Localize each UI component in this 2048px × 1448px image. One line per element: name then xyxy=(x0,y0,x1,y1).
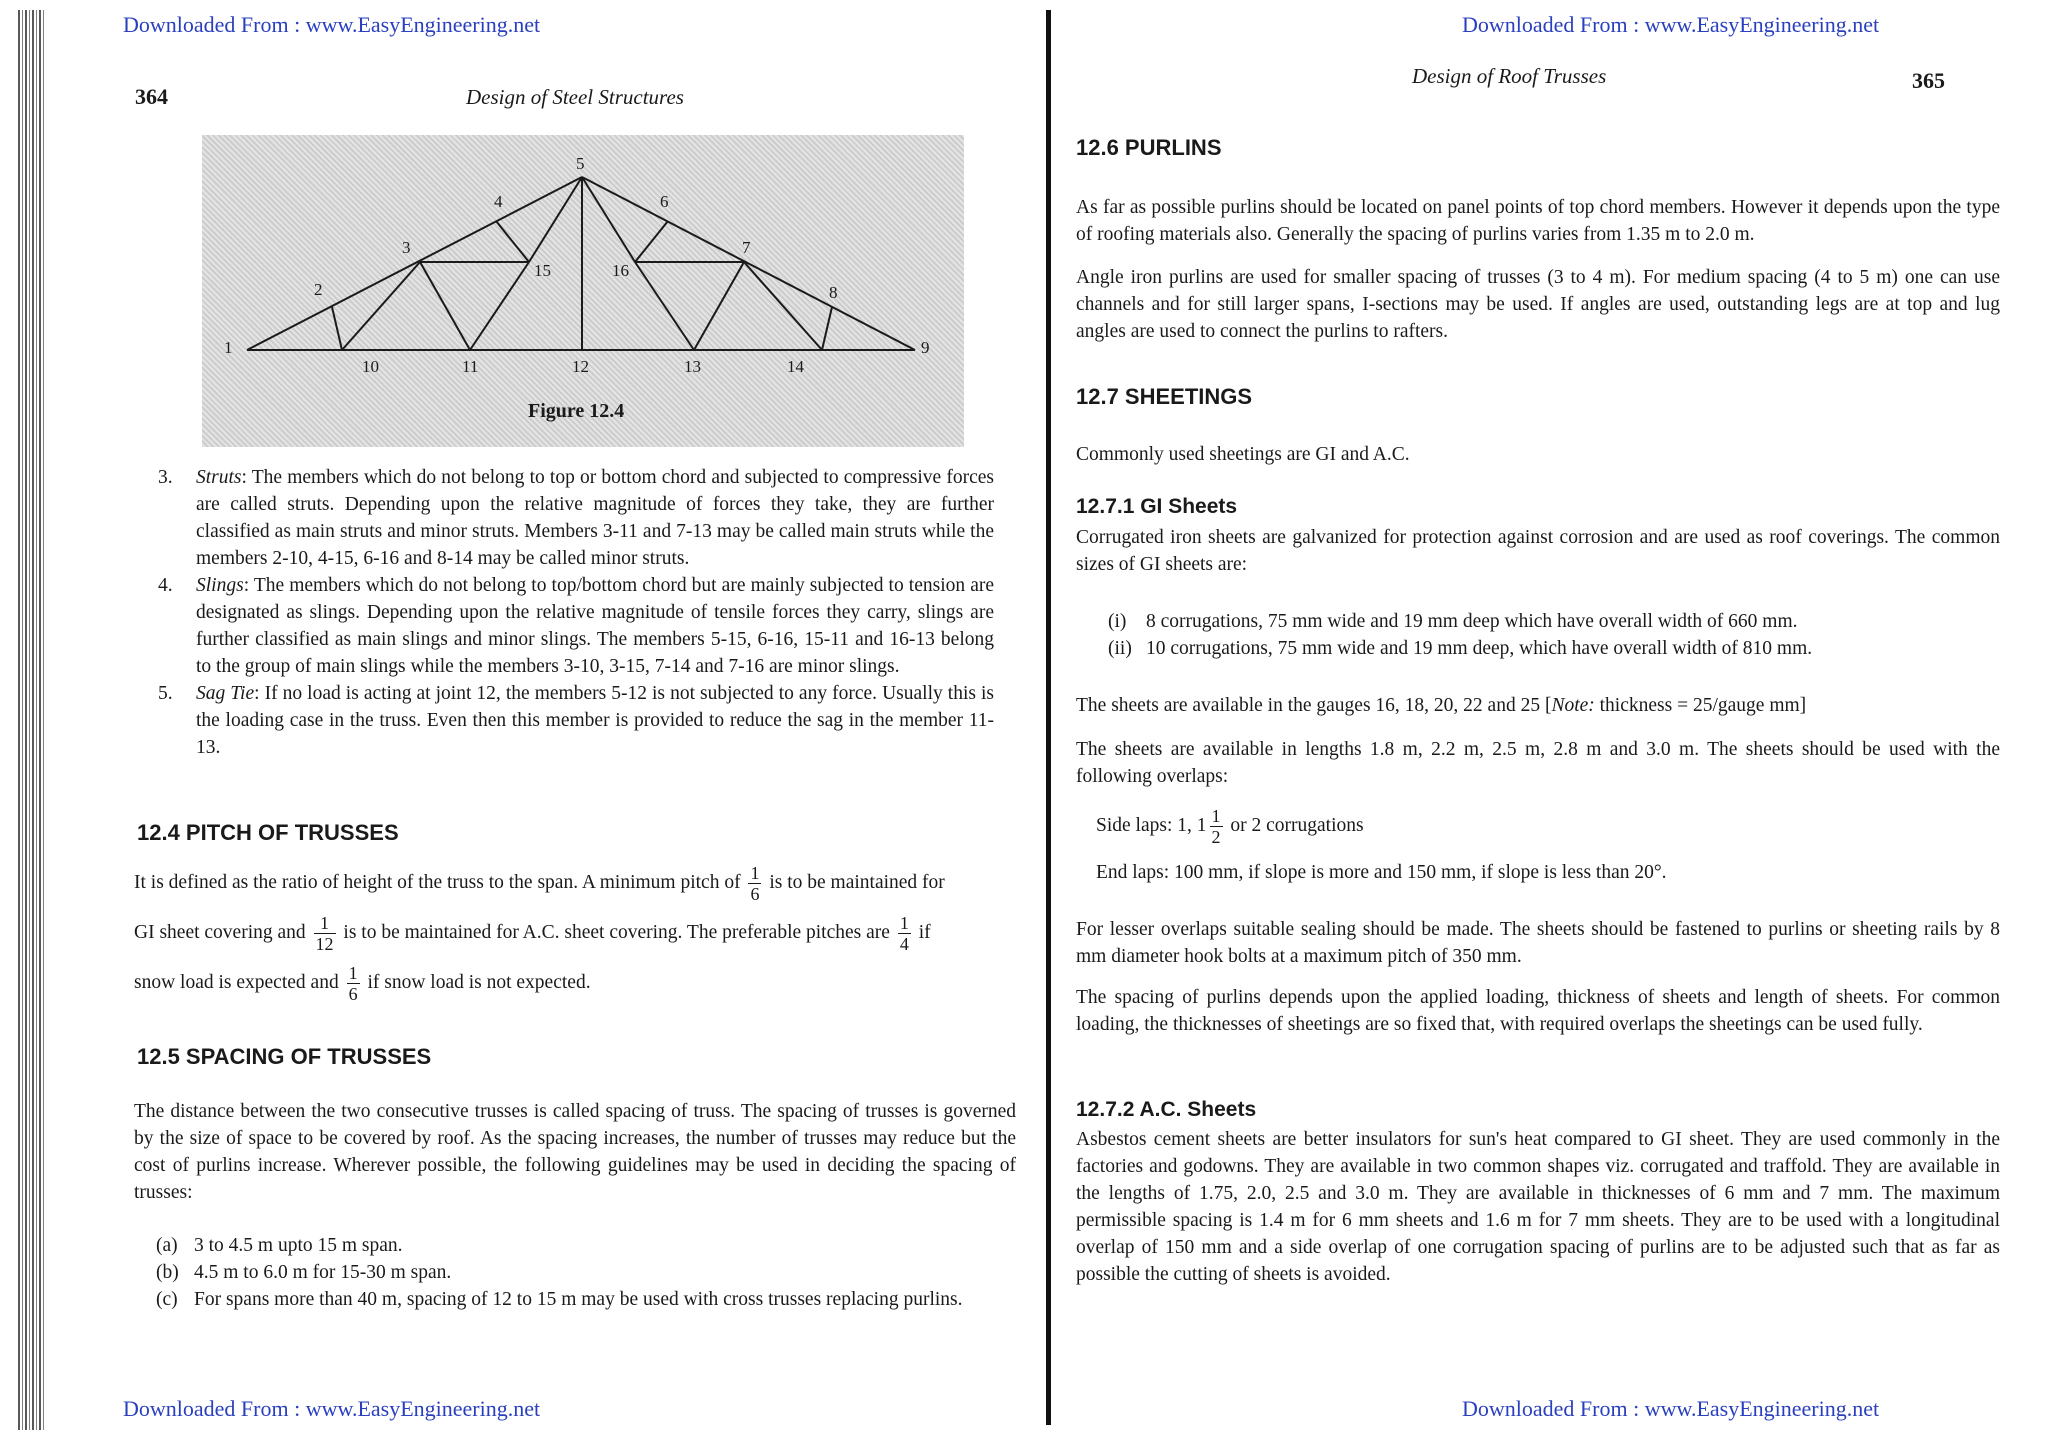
download-link-bottom-right[interactable]: Downloaded From : www.EasyEngineering.net xyxy=(1462,1396,1880,1421)
node-label: 14 xyxy=(787,357,804,376)
node-label: 16 xyxy=(612,261,629,280)
download-link-bottom-left[interactable]: Downloaded From : www.EasyEngineering.net xyxy=(123,1396,541,1421)
side-laps-line: Side laps: 1, 1 $\frac{1}{2}$ or 2 corrugations xyxy=(1096,806,1364,847)
node-label: 15 xyxy=(534,261,551,280)
gi-sheets-paragraph-1: Corrugated iron sheets are galvanized for protection against corrosion and are used as roof coverings. The common sizes of GI sheets are: xyxy=(1076,527,2000,575)
node-label: 9 xyxy=(921,338,930,357)
page-gutter xyxy=(1046,10,1051,1425)
pitch-paragraph: It is defined as the ratio of height of the truss to the span. A minimum pitch of $\frac{1}{6}$ is to be maintained for GI sheet covering and $\frac{1}{12}$ is to be maintained for A.C. sheet covering. The preferable pitches are $\frac{1}{4}$ if snow load is expected and $\frac{1}{6}$ if snow load is not expected. xyxy=(134,863,945,1005)
node-label: 6 xyxy=(660,192,669,211)
node-label: 11 xyxy=(462,357,479,376)
list-item: (ii) 10 corrugations, 75 mm wide and 19 mm deep, which have overall width of 810 mm. xyxy=(1108,638,1813,659)
right-page xyxy=(1052,0,2048,1448)
end-laps-line: End laps: 100 mm, if slope is more and 150 mm, if slope is less than 20°. xyxy=(1096,862,1667,883)
page-number: 365 xyxy=(1912,68,1945,93)
ac-sheets-paragraph: Asbestos cement sheets are better insulators for sun's heat compared to GI sheet. They are used commonly in the factories and godowns. They are available in two common shapes viz. corrugated and traffold. They are available in the lengths of 1.75, 2.0, 2.5 and 3.0 m. They are available in thicknesses of 6 mm and 7 mm. The maximum permissible spacing is 1.4 m for 6 mm sheets and 1.6 m for 7 mm sheets. They are to be used with a longitudinal overlap of 150 mm and a side overlap of one corrugation spacing of purlins are to be adjusted such that as far as possible the cutting of sheets is avoided. xyxy=(1076,1129,2000,1285)
running-head: Design of Steel Structures xyxy=(466,85,684,109)
fraction: $\frac{1}{2}$ xyxy=(1211,806,1221,847)
list-item: 3. Struts: The members which do not belong to top or bottom chord and subjected to compressive forces are called struts. Depending upon the relative magnitude of forces they take, they are further classified as main struts and minor struts. Members 3-11 and 7-13 may be called main struts while the members 2-10, 4-15, 6-16 and 8-14 may be called minor struts. xyxy=(158,467,994,569)
section-heading-12-4: 12.4 PITCH OF TRUSSES xyxy=(137,820,399,845)
node-label: 3 xyxy=(402,238,411,257)
gi-spacing-paragraph: The spacing of purlins depends upon the applied loading, thickness of sheets and length of sheets. For common loading, the thicknesses of sheetings are so fixed that, with required overlaps the sheetings can be used fully. xyxy=(1076,987,2000,1035)
section-heading-12-6: 12.6 PURLINS xyxy=(1076,135,1222,160)
node-label: 1 xyxy=(224,338,233,357)
subsection-heading-12-7-1: 12.7.1 GI Sheets xyxy=(1076,495,1238,518)
gi-gauges-paragraph: The sheets are available in the gauges 16, 18, 20, 22 and 25 [Note: thickness = 25/gauge mm] xyxy=(1076,695,1807,716)
page-number: 364 xyxy=(135,84,168,109)
list-item: 5. Sag Tie: If no load is acting at joint 12, the members 5-12 is not subjected to any force. Usually this is the loading case in the truss. Even then this member is provided to reduce the sag in the member 11-13. xyxy=(158,683,994,758)
download-link-top-right[interactable]: Downloaded From : www.EasyEngineering.net xyxy=(1462,12,1880,37)
node-label: 13 xyxy=(684,357,701,376)
fraction: $\frac{1}{12}$ xyxy=(315,913,334,955)
gi-fastening-paragraph: For lesser overlaps suitable sealing should be made. The sheets should be fastened to purlins or sheeting rails by 8 mm diameter hook bolts at a maximum pitch of 350 mm. xyxy=(1076,919,2000,967)
list-item: 4. Slings: The members which do not belong to top/bottom chord but are mainly subjected to tension are designated as slings. Depending upon the relative magnitude of tensile forces they carry, slings are further classified as main slings and minor slings. The members 5-15, 6-16, 15-11 and 16-13 belong to the group of main slings while the members 3-10, 3-15, 7-14 and 7-16 are minor slings. xyxy=(158,575,994,677)
fraction: $\frac{1}{6}$ xyxy=(750,863,760,905)
purlins-paragraph-1: As far as possible purlins should be located on panel points of top chord members. However it depends upon the type of roofing materials also. Generally the spacing of purlins varies from 1.35 m to 2.0 m. xyxy=(1076,197,2000,245)
download-link-top-left[interactable]: Downloaded From : www.EasyEngineering.net xyxy=(123,12,541,37)
node-label: 10 xyxy=(362,357,379,376)
node-label: 4 xyxy=(494,192,503,211)
purlins-paragraph-2: Angle iron purlins are used for smaller spacing of trusses (3 to 4 m). For medium spacing (4 to 5 m) one can use channels and for still larger spans, I-sections may be used. If angles are used, outstanding legs are at top and lug angles are used to connect the purlins to rafters. xyxy=(1076,267,2000,342)
section-heading-12-5: 12.5 SPACING OF TRUSSES xyxy=(137,1044,432,1069)
node-label: 12 xyxy=(572,357,589,376)
node-label: 2 xyxy=(314,280,323,299)
gi-lengths-paragraph: The sheets are available in lengths 1.8 m, 2.2 m, 2.5 m, 2.8 m and 3.0 m. The sheets should be used with the following overlaps: xyxy=(1076,739,2000,787)
node-label: 5 xyxy=(576,154,585,173)
list-item: (b) 4.5 m to 6.0 m for 15-30 m span. xyxy=(156,1262,452,1283)
spacing-paragraph: The distance between the two consecutive trusses is called spacing of truss. The spacing of trusses is governed by the size of space to be covered by roof. As the spacing increases, the number of trusses may reduce but the cost of purlins increase. Wherever possible, the following guidelines may be used in deciding the spacing of trusses: xyxy=(134,1101,1016,1203)
sheetings-paragraph: Commonly used sheetings are GI and A.C. xyxy=(1076,444,1410,465)
section-heading-12-7: 12.7 SHEETINGS xyxy=(1076,384,1253,409)
gi-sheet-sizes-list xyxy=(1108,608,1988,662)
node-label: 8 xyxy=(829,283,838,302)
truss-members xyxy=(247,177,915,350)
list-item: (a) 3 to 4.5 m upto 15 m span. xyxy=(156,1235,403,1256)
fraction: $\frac{1}{6}$ xyxy=(348,963,358,1005)
member-types-list xyxy=(158,464,994,761)
subsection-heading-12-7-2: 12.7.2 A.C. Sheets xyxy=(1076,1098,1257,1121)
node-label: 7 xyxy=(742,238,751,257)
running-head: Design of Roof Trusses xyxy=(1412,64,1607,88)
figure-caption: Figure 12.4 xyxy=(528,400,625,422)
list-item: (i) 8 corrugations, 75 mm wide and 19 mm deep which have overall width of 660 mm. xyxy=(1108,611,1798,632)
list-item: (c) For spans more than 40 m, spacing of 12 to 15 m may be used with cross trusses replacing purlins. xyxy=(156,1289,963,1310)
fraction: $\frac{1}{4}$ xyxy=(899,913,909,955)
spacing-guidelines-list xyxy=(156,1232,994,1313)
